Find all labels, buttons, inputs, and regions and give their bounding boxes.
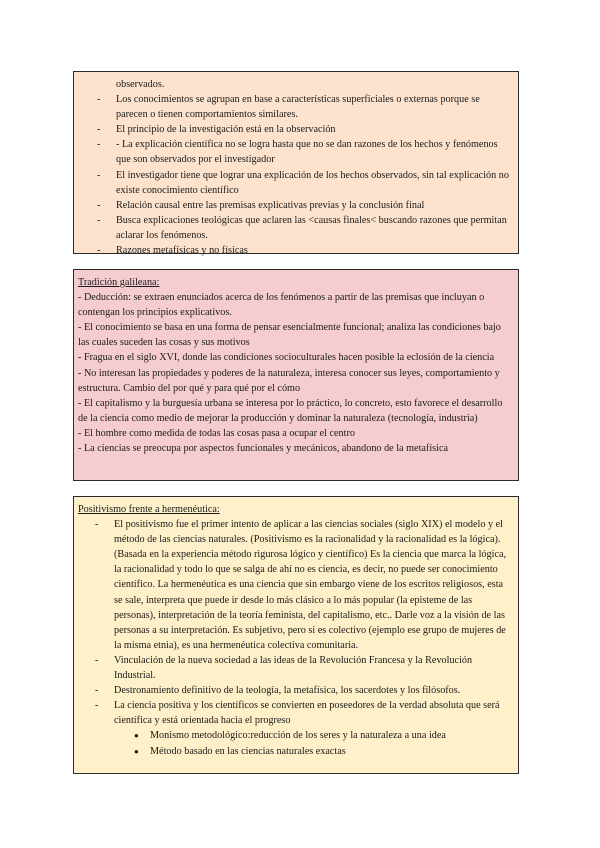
notes-box-positivism <box>73 496 519 774</box>
list-item: - El principio de la investigación está en la observación <box>80 122 512 137</box>
list-item: - Busca explicaciones teológicas que aclaren las <causas finales< buscando razones que permitan aclarar los fenómenos. <box>80 213 512 243</box>
observation-list <box>80 92 512 258</box>
continuation-text: observados. <box>116 79 165 90</box>
list-item: - No interesan las propiedades y poderes de la naturaleza, interesa conocer sus leyes, comportamiento y estructura. Cambio del por qué y para qué por el cómo <box>78 367 500 394</box>
list-item: - Razones metafísicas y no físicas <box>80 243 512 258</box>
positivism-list <box>78 517 512 728</box>
list-item: - La ciencias se preocupa por aspectos funcionales y mecánicos, abandono de la metafísica <box>78 443 448 455</box>
list-item: - Vinculación de la nueva sociedad a las ideas de la Revolución Francesa y la Revolución Industrial. <box>78 653 512 683</box>
list-item: - El investigador tiene que lograr una explicación de los hechos observados, sin tal explicación no existe conocimiento científico <box>80 168 512 198</box>
list-item: - Los conocimientos se agrupan en base a características superficiales o externas porque se parecen o tienen comportamientos similares. <box>80 92 512 122</box>
list-item: - El positivismo fue el primer intento de aplicar a las ciencias sociales (siglo XIX) el modelo y el método de las ciencias naturales. (Positivismo es la racionalidad y la racionalidad es la lógica). (Basada en la experiencia método rigurosa lógico y científico) Es la ciencia que marca la lógica, la racionalidad y todo lo que se salga de ahí no es ciencia, es decir, no puede ser conocimiento científico. La hermenéutica es una ciencia que sin embargo viene de los escritos religiosos, esta se sale, interpreta que puede ir desde lo más clásico a lo más popular (la episteme de las personas), interpretación de la teoría feminista, del capitalismo, etc.. Darle voz a la visión de las personas a su interpretación. Es subjetivo, pero si es colectivo (ejemplo ese grupo de mujeres de la misma etnia), es una hermenéutica colectiva comunitaria. <box>78 517 512 653</box>
list-item: - Destronamiento definitivo de la teología, la metafísica, los sacerdotes y los filósofos. <box>78 683 512 698</box>
sub-bullet-list <box>78 728 512 758</box>
list-item: - El hombre como medida de todas las cosas pasa a ocupar el centro <box>78 427 355 439</box>
list-item: - Fragua en el siglo XVI, donde las condiciones socioculturales hacen posible la eclosión de la ciencia <box>78 352 495 364</box>
list-item: - El conocimiento se basa en una forma de pensar esencialmente funcional; analiza las condiciones bajo las cuales suceden las cosas y sus motivos <box>78 322 501 349</box>
sub-list-item: ● Método basado en las ciencias naturales exactas <box>78 744 512 759</box>
list-item: - La ciencia positiva y los científicos se convierten en poseedores de la verdad absoluta que será científica y está orientada hacia el progreso <box>78 698 512 728</box>
notes-box-observation <box>73 71 519 257</box>
list-item: - - La explicación científica no se logra hasta que no se dan razones de los hechos y fenómenos que son observados por el investigador <box>80 137 512 167</box>
sub-list-item: ● Monismo metodológico:reducción de los seres y la naturaleza a una idea <box>78 728 512 743</box>
list-item: - El capitalismo y la burguesía urbana se interesa por lo práctico, lo concreto, esto favorece el desarrollo de la ciencia como medio de mejorar la producción y dominar la naturaleza (tecnología, industria) <box>78 397 503 424</box>
section-title: Positivismo frente a hermenéutica: <box>78 504 220 515</box>
list-item: - Deducción: se extraen enunciados acerca de los fenómenos a partir de las premisas que incluyan o contengan los principios explicativos. <box>78 292 485 319</box>
list-item: - Relación causal entre las premisas explicativas previas y la conclusión final <box>80 198 512 213</box>
section-title: Tradición galileana: <box>78 277 160 288</box>
notes-box-galilean <box>73 269 519 481</box>
